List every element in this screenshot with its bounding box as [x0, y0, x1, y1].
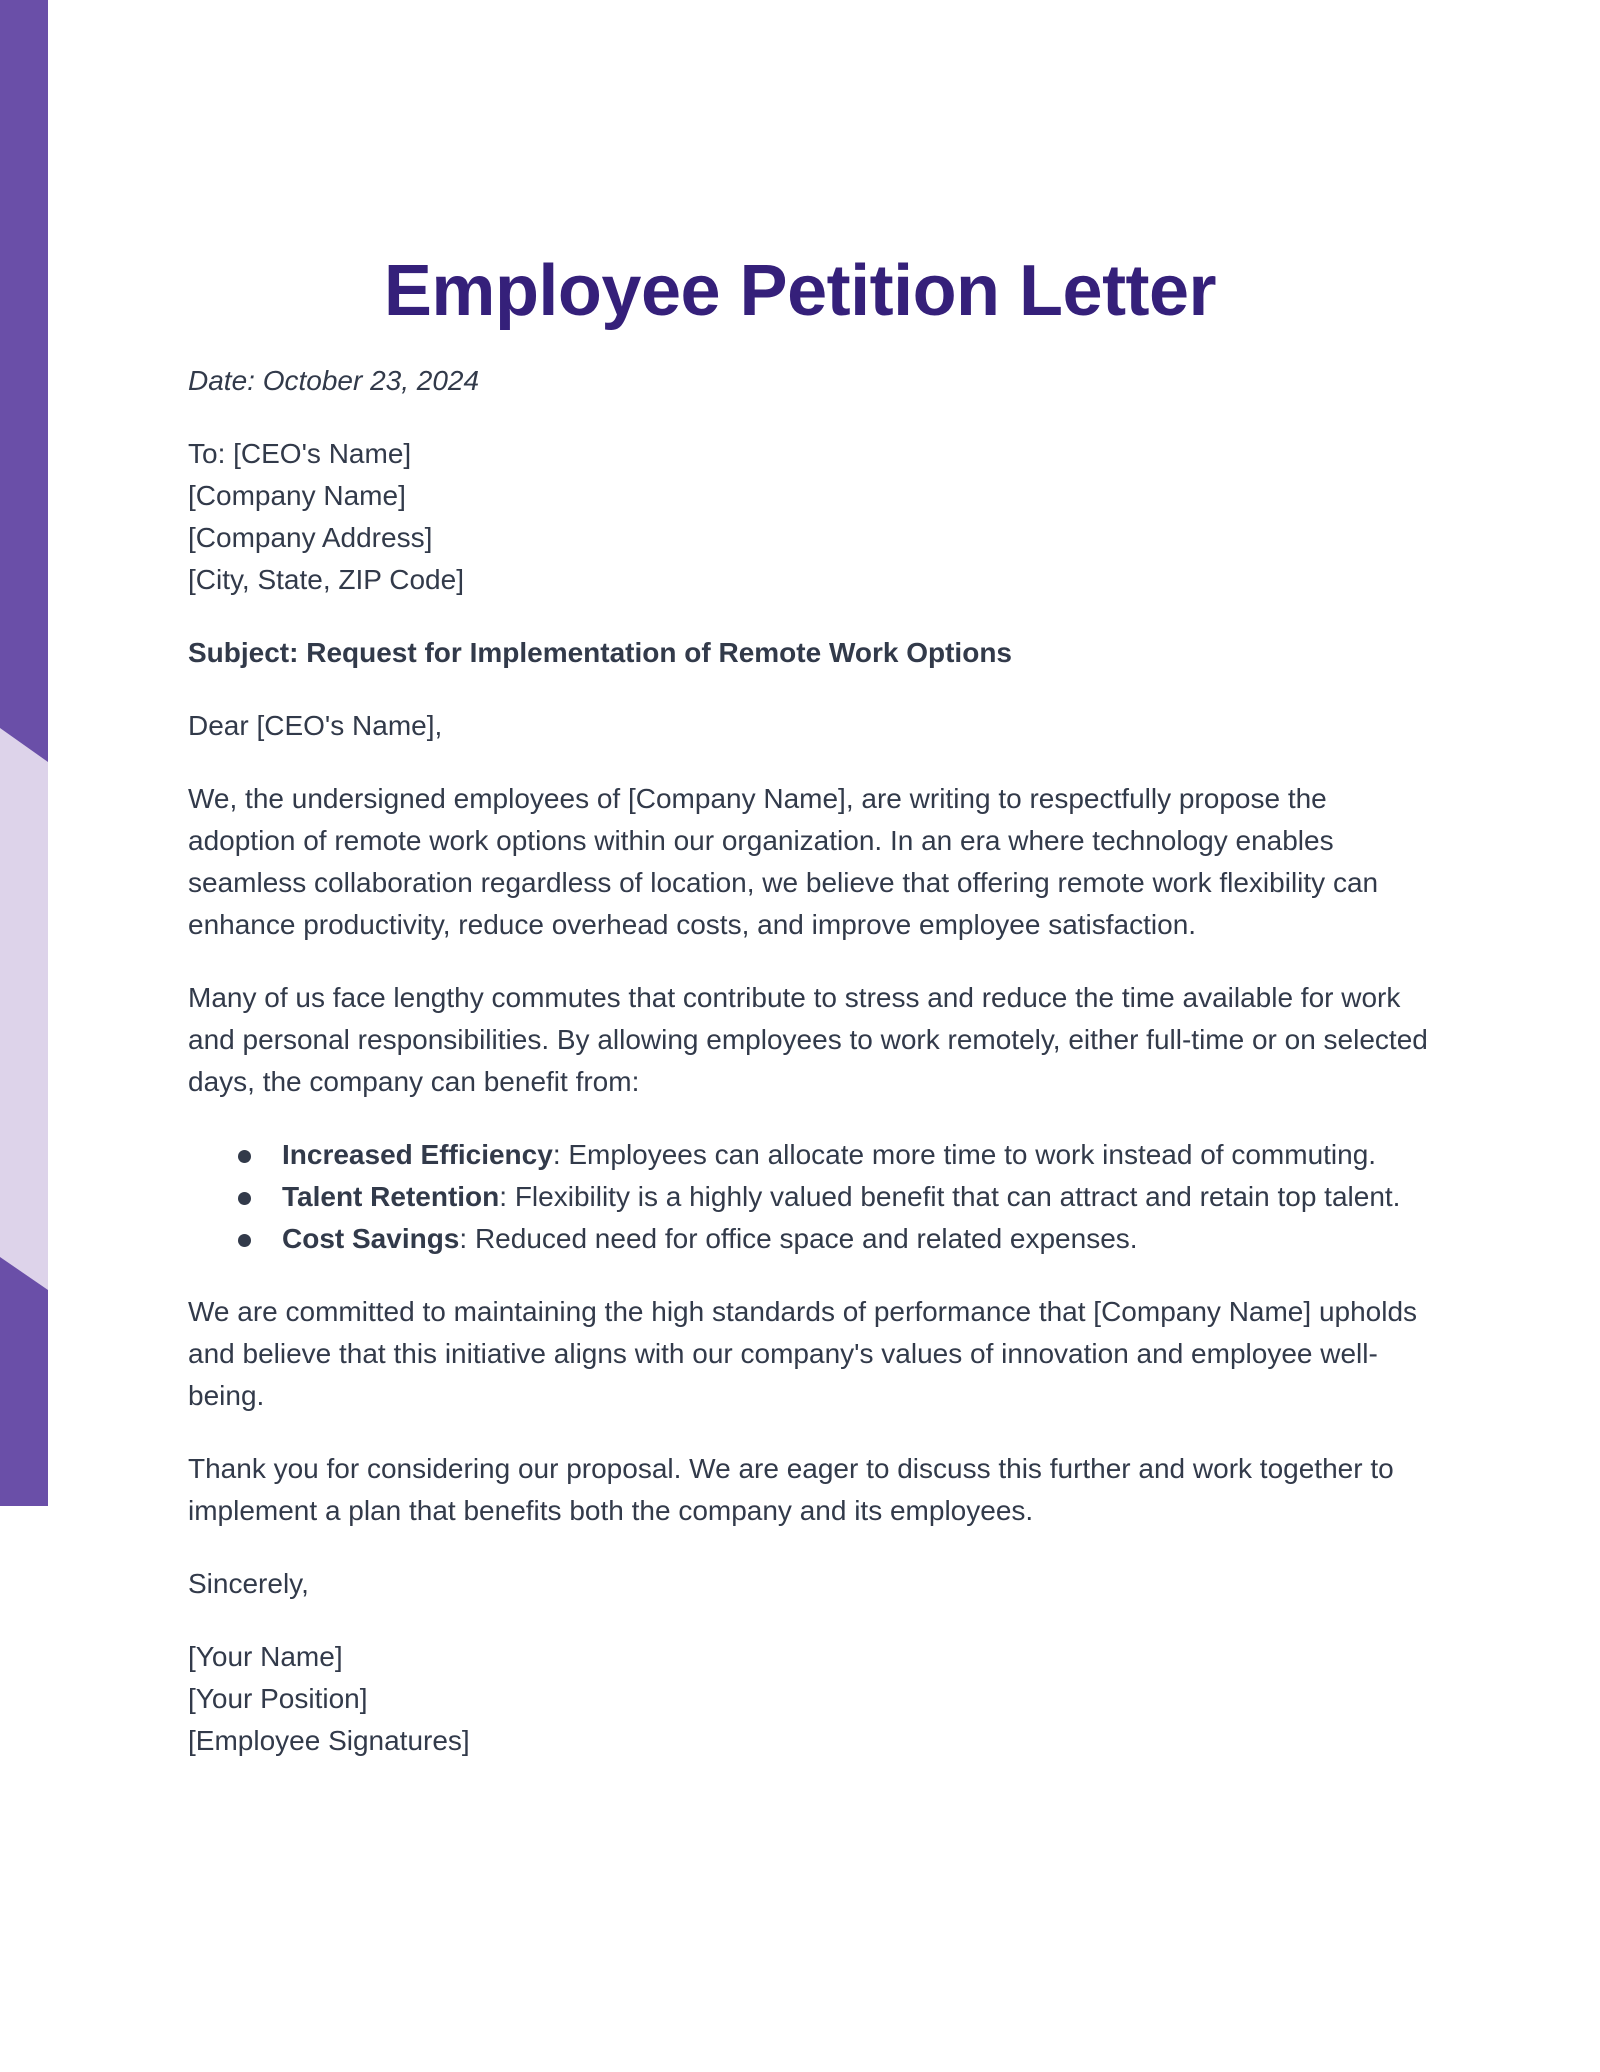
benefit-term: Cost Savings: [282, 1223, 460, 1254]
letter-date: Date: October 23, 2024: [188, 365, 480, 396]
benefit-term: Talent Retention: [282, 1181, 500, 1212]
letter-subject: Subject: Request for Implementation of Remote Work Options: [188, 637, 1012, 668]
recipient-to: To: [CEO's Name]: [188, 438, 412, 469]
paragraph-intro: We, the undersigned employees of [Company Name], are writing to respectfully propose the adoption of remote work options within our organization. In an era where technology enables seamless collaboration regardless of location, we believe that offering remote work flexibility can enhance productivity, reduce overhead costs, and improve employee satisfaction.: [188, 783, 1379, 940]
side-band-light: [0, 728, 48, 1290]
signature-name: [Your Name]: [188, 1641, 343, 1672]
recipient-block: [188, 433, 1428, 601]
bullet-icon: [238, 1150, 251, 1163]
paragraph-commitment: We are committed to maintaining the high standards of performance that [Company Name] upholds and believe that this initiative aligns with our company's values of innovation and employee well-being.: [188, 1296, 1418, 1411]
benefit-text: : Reduced need for office space and related expenses.: [459, 1223, 1138, 1254]
list-item: [188, 1176, 1428, 1218]
bullet-icon: [238, 1234, 251, 1247]
benefit-text: : Flexibility is a highly valued benefit that can attract and retain top talent.: [499, 1181, 1401, 1212]
benefits-list: [188, 1134, 1428, 1260]
signature-block: [188, 1636, 1428, 1762]
signature-employees: [Employee Signatures]: [188, 1725, 470, 1756]
recipient-address: [Company Address]: [188, 522, 433, 553]
list-item: [188, 1218, 1428, 1260]
closing: Sincerely,: [188, 1568, 309, 1599]
recipient-company: [Company Name]: [188, 480, 406, 511]
paragraph-commute: Many of us face lengthy commutes that contribute to stress and reduce the time available for work and personal responsibilities. By allowing employees to work remotely, either full-time or on selected days, the company can benefit from:: [188, 982, 1428, 1097]
signature-position: [Your Position]: [188, 1683, 368, 1714]
salutation: Dear [CEO's Name],: [188, 710, 443, 741]
bullet-icon: [238, 1192, 251, 1205]
letter-body: [188, 360, 1428, 1793]
list-item: [188, 1134, 1428, 1176]
side-band-graphic: [0, 0, 48, 1506]
benefit-term: Increased Efficiency: [282, 1139, 553, 1170]
benefit-text: : Employees can allocate more time to work instead of commuting.: [552, 1139, 1377, 1170]
recipient-city: [City, State, ZIP Code]: [188, 564, 464, 595]
paragraph-thanks: Thank you for considering our proposal. We are eager to discuss this further and work together to implement a plan that benefits both the company and its employees.: [188, 1453, 1394, 1526]
decorative-side-band: [0, 0, 48, 1506]
page-title: Employee Petition Letter: [383, 251, 1217, 332]
